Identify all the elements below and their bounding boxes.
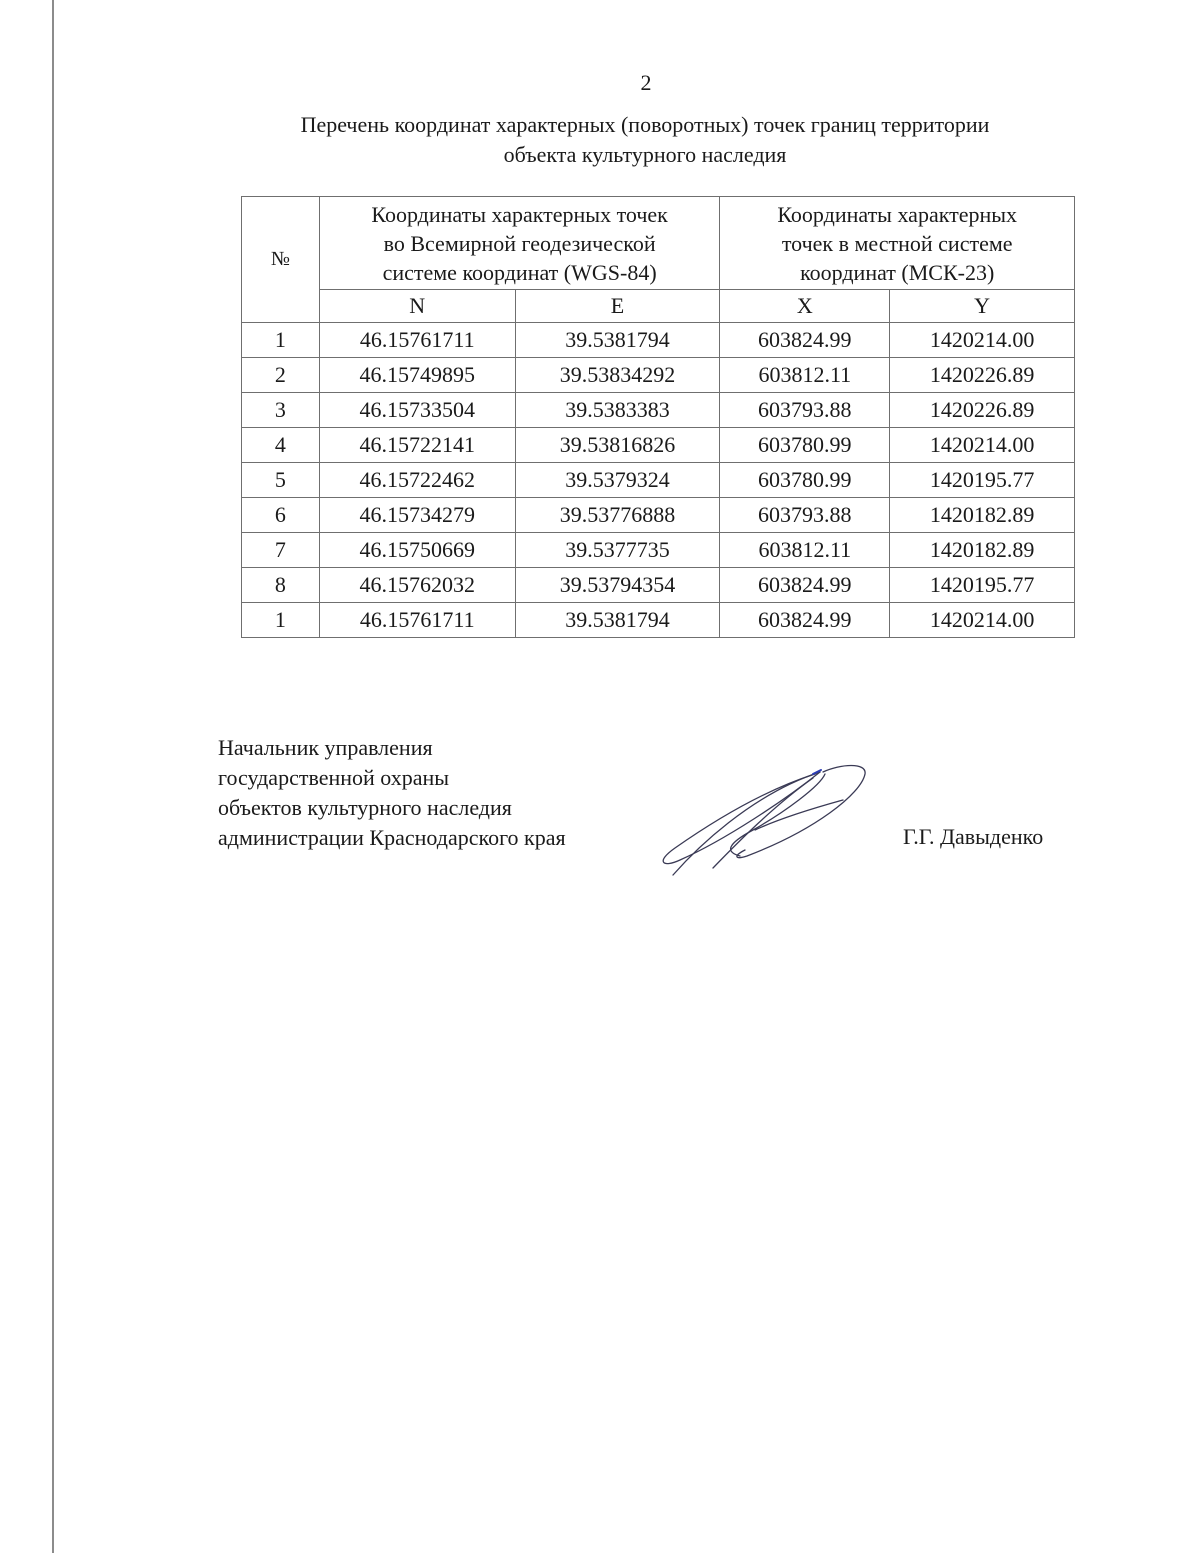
cell-n: 46.15722141	[319, 428, 515, 463]
cell-n: 46.15733504	[319, 393, 515, 428]
coordinates-table	[241, 196, 1075, 638]
cell-x: 603812.11	[720, 533, 890, 568]
cell-e: 39.5381794	[515, 603, 720, 638]
msk23-header-line-2: точек в местной системе	[781, 231, 1013, 256]
signatory-name: Г.Г. Давыденко	[903, 824, 1044, 849]
cell-y: 1420214.00	[890, 323, 1075, 358]
cell-point-number: 6	[242, 498, 320, 533]
cell-point-number: 8	[242, 568, 320, 603]
table-row	[242, 603, 1075, 638]
cell-point-number: 7	[242, 533, 320, 568]
cell-n: 46.15734279	[319, 498, 515, 533]
table-row	[242, 498, 1075, 533]
cell-e: 39.53816826	[515, 428, 720, 463]
table-subheader-row	[242, 290, 1075, 323]
table-row	[242, 393, 1075, 428]
cell-n: 46.15722462	[319, 463, 515, 498]
cell-x: 603793.88	[720, 393, 890, 428]
cell-y: 1420182.89	[890, 533, 1075, 568]
cell-y: 1420226.89	[890, 358, 1075, 393]
cell-point-number: 3	[242, 393, 320, 428]
cell-point-number: 1	[242, 603, 320, 638]
cell-e: 39.5381794	[515, 323, 720, 358]
cell-n: 46.15761711	[319, 603, 515, 638]
cell-x: 603780.99	[720, 463, 890, 498]
cell-y: 1420226.89	[890, 393, 1075, 428]
table-row	[242, 323, 1075, 358]
cell-e: 39.5379324	[515, 463, 720, 498]
column-group-header-msk23	[720, 197, 1075, 290]
table-header-row	[242, 197, 1075, 290]
cell-y: 1420195.77	[890, 568, 1075, 603]
cell-point-number: 5	[242, 463, 320, 498]
cell-n: 46.15750669	[319, 533, 515, 568]
cell-x: 603793.88	[720, 498, 890, 533]
cell-n: 46.15761711	[319, 323, 515, 358]
document-title	[235, 110, 1055, 170]
column-header-n: N	[319, 290, 515, 323]
table-row	[242, 568, 1075, 603]
cell-n: 46.15762032	[319, 568, 515, 603]
column-header-y: Y	[890, 290, 1075, 323]
cell-x: 603824.99	[720, 323, 890, 358]
wgs84-header-line-2: во Всемирной геодезической	[383, 231, 656, 256]
signatory-position-line-4: администрации Краснодарского края	[218, 825, 566, 850]
handwritten-signature	[655, 760, 875, 882]
cell-point-number: 2	[242, 358, 320, 393]
cell-e: 39.5377735	[515, 533, 720, 568]
cell-x: 603812.11	[720, 358, 890, 393]
cell-y: 1420214.00	[890, 603, 1075, 638]
cell-e: 39.5383383	[515, 393, 720, 428]
msk23-header-line-3: координат (МСК-23)	[800, 260, 995, 285]
cell-e: 39.53794354	[515, 568, 720, 603]
page-number: 2	[640, 70, 652, 95]
cell-e: 39.53834292	[515, 358, 720, 393]
table-row	[242, 533, 1075, 568]
wgs84-header-line-1: Координаты характерных точек	[371, 202, 668, 227]
signatory-position	[218, 733, 566, 853]
document-title-line-1: Перечень координат характерных (поворотных) точек границ территории	[300, 112, 990, 137]
cell-e: 39.53776888	[515, 498, 720, 533]
column-header-number: №	[242, 197, 320, 323]
cell-point-number: 4	[242, 428, 320, 463]
cell-y: 1420182.89	[890, 498, 1075, 533]
cell-n: 46.15749895	[319, 358, 515, 393]
cell-x: 603824.99	[720, 568, 890, 603]
table-row	[242, 358, 1075, 393]
document-title-line-2: объекта культурного наследия	[503, 142, 787, 167]
cell-y: 1420195.77	[890, 463, 1075, 498]
cell-x: 603824.99	[720, 603, 890, 638]
cell-y: 1420214.00	[890, 428, 1075, 463]
column-group-header-wgs84	[319, 197, 720, 290]
column-header-x: X	[720, 290, 890, 323]
page-left-edge-line	[52, 0, 54, 1553]
table-row	[242, 463, 1075, 498]
cell-point-number: 1	[242, 323, 320, 358]
cell-x: 603780.99	[720, 428, 890, 463]
column-header-e: E	[515, 290, 720, 323]
signatory-position-line-3: объектов культурного наследия	[218, 795, 512, 820]
table-row	[242, 428, 1075, 463]
msk23-header-line-1: Координаты характерных	[777, 202, 1018, 227]
wgs84-header-line-3: системе координат (WGS-84)	[382, 260, 657, 285]
signatory-position-line-1: Начальник управления	[218, 735, 433, 760]
signatory-position-line-2: государственной охраны	[218, 765, 450, 790]
